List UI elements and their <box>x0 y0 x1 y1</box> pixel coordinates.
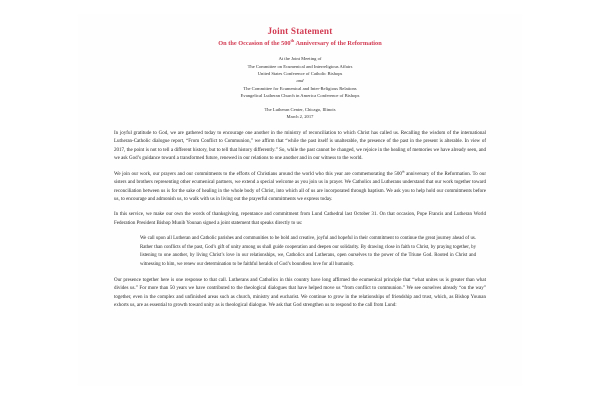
paragraph-text-after-ordinal: anniversary of the Reformation. To our sisters and brothers representing other ecumenical partners, we extend a special welcome as you join us in prayer. We Catholics and Lutherans understand that our work together toward reconciliation between us is for the sake of healing in the whole body of Christ, into which all of us are incorporated through baptism. We ask you to help hold our commitments before us, to encourage and admonish us, to walk with us in living out the prayerful commitments we express today. <box>114 171 486 203</box>
masthead-block <box>78 55 522 100</box>
scanned-sheet <box>78 14 522 386</box>
body-paragraph: In this service, we make our own the words of thanksgiving, repentance and commitment from Lund Cathedral last October 31. On that occasion, Pope Francis and Lutheran World Federation President Bishop Munib Younan signed a joint statement that speaks directly to us: <box>114 212 486 226</box>
subtitle-prefix: On the Occasion of the <box>218 40 282 48</box>
document-title: Joint Statement <box>267 26 333 36</box>
body-column <box>78 130 522 311</box>
subtitle-suffix: Anniversary of the Reformation <box>294 40 382 48</box>
body-paragraph: Our presence together here is one response to that call. Lutherans and Catholics in this country have long affirmed the ecumenical principle that “what unites us is greater than what divides us.” For more than 50 years we have contributed to the theological dialogues that have helped move us “from conflict to communion.” We see ourselves already “on the way” together, even in the complex and unfinished areas such as church, ministry and eucharist. We continue to grow in the relationships of friendship and trust, which, as Bishop Younan exhorts us, are as essential to growth toward unity as is theological dialogue. We ask that God strengthen us to respond to the call from Lund: <box>114 277 486 309</box>
masthead-line: The Committee for Ecumenical and Inter-Religious Relations <box>243 85 357 91</box>
block-quote: We call upon all Lutheran and Catholic parishes and communities to be bold and creative, joyful and hopeful in their commitment to continue the great journey ahead of us. Rather than conflicts of the past, God’s gift of unity among us shall guide cooperation and deepen our solidarity. By drawing close in faith to Christ, by praying together, by listening to one another, by living Christ’s love in our relationships, we, Catholics and Lutherans, open ourselves to the power of the Triune God. Rooted in Christ and witnessing to him, we renew our determination to be faithful heralds of God’s boundless love for all humanity. <box>140 236 476 267</box>
masthead-line: The Committee on Ecumenical and Interreligious Affairs <box>247 63 353 69</box>
document-content <box>78 14 522 311</box>
body-paragraph: In joyful gratitude to God, we are gathered today to encourage one another in the ministry of reconciliation to which Christ has called us. Recalling the wisdom of the international Lutheran-Catholic dialogue report, “From Conflict to Communion,” we affirm that “while the past itself is unalterable, the presence of the past in the present is alterable. In view of 2017, the point is not to tell a different history, but to tell that history differently.” So, while the past cannot be changed, we rejoice in the healing of memories we have already seen, and we ask God’s guidance toward a transformed future, renewed in our relations to one another and in our witness to the world. <box>114 130 486 162</box>
document-subtitle <box>78 38 522 48</box>
paragraph-text-before-ordinal: We join our work, our prayers and our commitments to the efforts of Christians around the world who this year are commemorating the 500 <box>114 171 402 177</box>
anniversary-ordinal: th <box>401 168 405 173</box>
subtitle-number: 500 <box>281 40 291 48</box>
masthead-line: and <box>296 78 304 84</box>
body-paragraph <box>114 168 486 205</box>
masthead-line: Evangelical Lutheran Church in America Conference of Bishops <box>240 93 360 99</box>
venue-date: March 2, 2017 <box>286 114 314 120</box>
subtitle-ordinal: th <box>290 38 295 44</box>
venue-block <box>78 106 522 121</box>
masthead-line: United States Conference of Catholic Bishops <box>257 71 343 76</box>
masthead-line: At the Joint Meeting of <box>278 56 322 62</box>
venue-location: The Lutheran Center, Chicago, Illinois <box>264 106 336 112</box>
